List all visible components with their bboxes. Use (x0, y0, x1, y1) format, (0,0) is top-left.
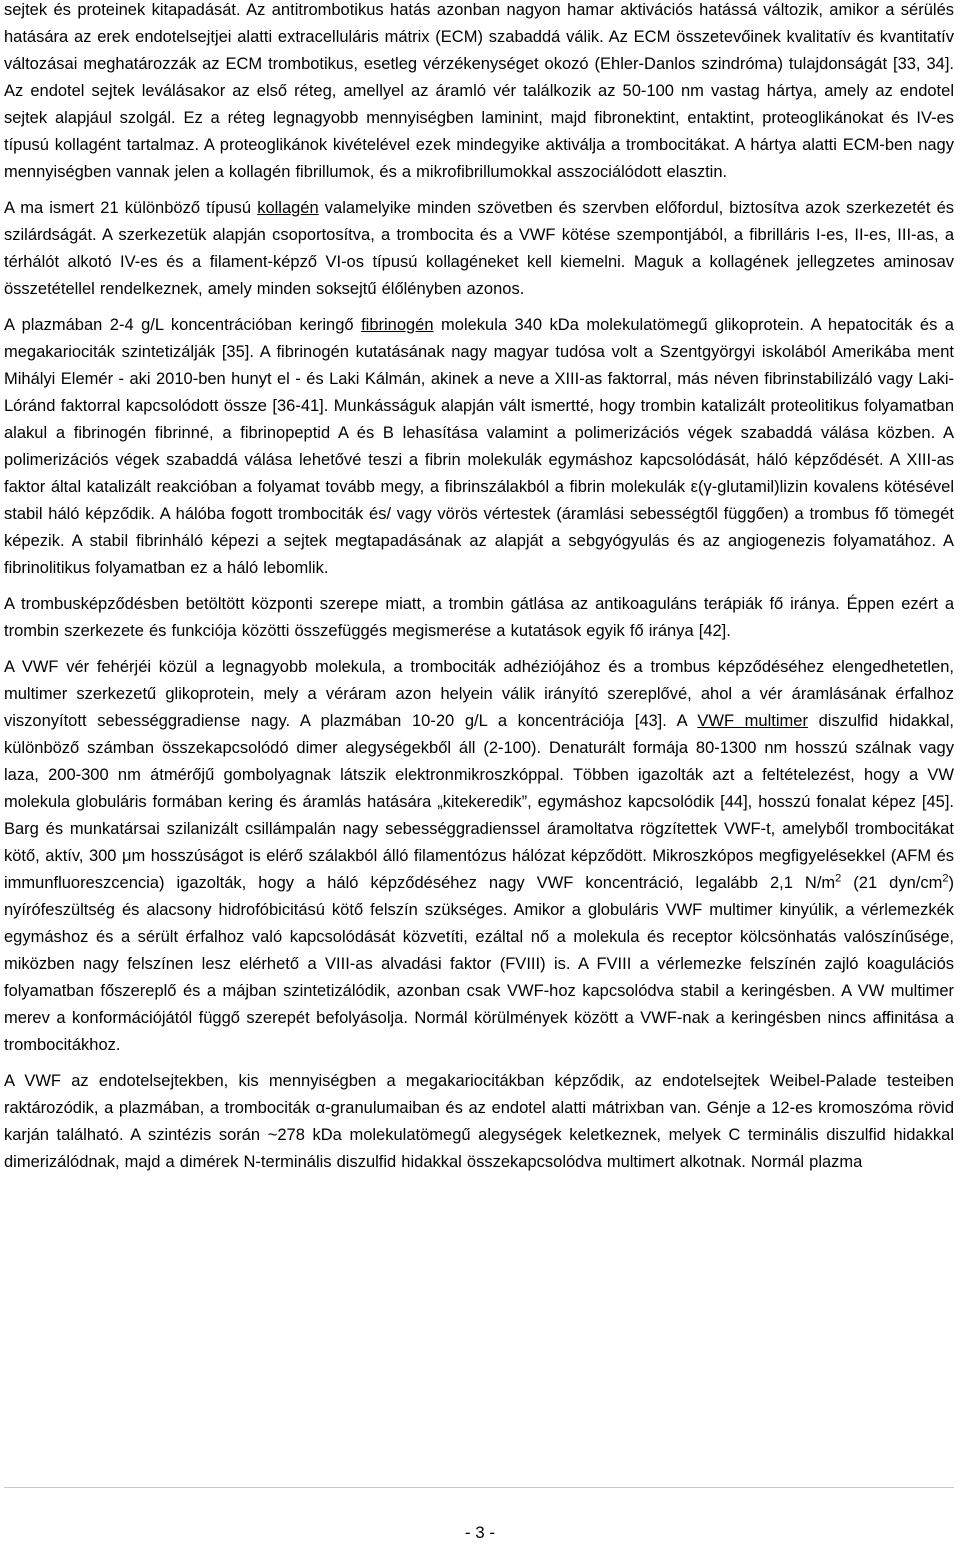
text-run: molekula 340 kDa molekulatömegű glikoprotein. A hepatociták és a megakariociták szintetizálják [35]. A fibrinogén kutatásának nagy magyar tudósa volt a Szentgyörgyi iskolából Amerikába ment Mihályi Elemér - aki 2010-ben hunyt el - és Laki Kálmán, akinek a neve a XIII-as faktorral, más néven fibrinstabilizáló vagy Laki-Lóránd faktorral kapcsolódott össze [36-41]. Munkásságuk alapján vált ismertté, hogy trombin katalizált proteolitikus folyamatban alakul a fibrinogén fibrinné, a fibrinopeptid A és B lehasítása valamint a polimerizációs végek szabaddá válása közben. A polimerizációs végek szabaddá válása lehetővé teszi a fibrin molekulák egymáshoz kapcsolódását, háló képződését. A XIII-as faktor által katalizált reakcióban a folyamat tovább megy, a fibrinszálakból a fibrin molekulák ε(γ-glutamil)lizin kovalens kötésével stabil háló képződik. A hálóba fogott trombociták és/ vagy vörös vértestek (áramlási sebességtől függően) a trombus fő tömegét képezik. A stabil fibrinháló képezi a sejtek megtapadásának az alapját a sebgyógyulás és az angiogenezis folyamatához. A fibrinolitikus folyamatban ez a háló lebomlik. (4, 316, 954, 577)
text-run: A VWF az endotelsejtekben, kis mennyiségben a megakariocitákban képződik, az endotelsejtek Weibel-Palade testeiben raktározódik, a plazmában, a trombociták α-granulumaiban és az endotel alatti mátrixban van. Génje a 12-es kromoszóma rövid karján található. A szintézis során ~278 kDa molekulatömegű alegységek keletkeznek, melyek C terminális diszulfid hidakkal dimerizálódnak, majd a dimérek N-terminális diszulfid hidakkal összekapcsolódva multimert alkotnak. Normál plazma (4, 1072, 954, 1171)
text-run: A ma ismert 21 különböző típusú (4, 199, 258, 217)
paragraph-vwf (4, 654, 954, 1059)
text-run: diszulfid hidakkal, különböző számban összekapcsolódó dimer alegységekből áll (2-100). Denaturált formája 80-1300 nm hosszú szálnak vagy laza, 200-300 nm átmérőjű gombolyagnak látszik elektronmikroszkóppal. Többen igazolták azt a feltételezést, hogy a VW molekula globuláris formában kering és áramlás hatására „kitekeredik”, egymáshoz kapcsolódik [44], hosszú fonalat képez [45]. Barg és munkatársai szilanizált csillámpalán nagy sebességgradienssel áramoltatva rögzítettek VWF-t, amelyből trombocitákat kötő, aktív, 300 μm hosszúságot is elérő szálakból álló filamentózus hálózat képződött. Mikroszkópos megfigyelésekkel (AFM és immunfluoreszcencia) igazolták, hogy a háló képződéséhez nagy VWF koncentráció, legalább 2,1 N/m (4, 712, 954, 892)
superscript: 2 (942, 872, 949, 885)
document-body (4, 0, 954, 1185)
text-run: (21 dyn/cm (841, 874, 943, 892)
underlined-term: kollagén (257, 199, 319, 217)
text-run: valamelyike minden szövetben és szervben előfordul, biztosítva azok szerkezetét és szilárdságát. A szerkezetük alapján csoportosítva, a trombocita és a VWF kötése szempontjából, a fibrilláris I-es, II-es, III-as, a térhálót alkotó IV-es és a filament-képző VI-os típusú kollagéneket kell kiemelni. Maguk a kollagének jellegzetes aminosav összetétellel rendelkeznek, amely minden soksejtű élőlényben azonos. (4, 199, 954, 298)
page-number: - 3 - (464, 1523, 496, 1542)
paragraph-kollagen (4, 195, 954, 303)
text-run: ) nyírófeszültség és alacsony hidrofóbicitású kötő felszín szükséges. Amikor a globuláris VWF multimer kinyúlik, a vérlemezkék egymáshoz és a sérült érfalhoz való kapcsolódását közvetíti, ezáltal nő a molekula és receptor kölcsönhatás valószínűsége, miközben nagy felszínen lesz elérhető a VIII-as alvadási faktor (FVIII) is. A FVIII a vérlemezke felszínén zajló koagulációs folyamatban főszereplő és a májban szintetizálódik, azonban csak VWF-hoz kapcsolódva stabil a keringésben. A VW multimer merev a konformációjától függő szerepét befolyásolja. Normál körülmények között a VWF-nak a keringésben nincs affinitása a trombocitákhoz. (4, 874, 954, 1054)
paragraph-fibrinogen (4, 312, 954, 582)
text-run: sejtek és proteinek kitapadását. Az antitrombotikus hatás azonban nagyon hamar aktivációs hatássá változik, amikor a sérülés hatására az erek endotelsejtjei alatti extracelluláris mátrix (ECM) szabaddá válik. Az ECM összetevőinek kvalitatív és kvantitatív változásai meghatározzák az ECM trombotikus, esetleg vérzékenységet okozó (Ehler-Danlos szindróma) tulajdonságát [33, 34]. Az endotel sejtek leválásakor az első réteg, amellyel az áramló vér találkozik az 50-100 nm vastag hártya, amely az endotel sejtek alapjául szolgál. Ez a réteg legnagyobb mennyiségben laminint, majd fibronektint, entaktint, proteoglikánokat és IV-es típusú kollagént tartalmaz. A proteoglikánok kivételével ezek mindegyike aktiválja a trombocitákat. A hártya alatti ECM-ben nagy mennyiségben vannak jelen a kollagén fibrillumok, és a mikrofibrillumokkal asszociálódott elasztin. (4, 1, 954, 181)
paragraph-vwf-synthesis (4, 1068, 954, 1176)
superscript: 2 (835, 872, 842, 885)
text-run: A plazmában 2-4 g/L koncentrációban keringő (4, 316, 362, 334)
underlined-term: VWF multimer (697, 712, 808, 730)
footer-divider (4, 1487, 954, 1488)
paragraph-ecm (4, 0, 954, 186)
paragraph-trombin (4, 591, 954, 645)
text-run: A VWF vér fehérjéi közül a legnagyobb molekula, a trombociták adhéziójához és a trombus képződéséhez elengedhetetlen, multimer szerkezetű glikoprotein, mely a véráram azon helyein válik irányító szereplővé, ahol a vér áramlásának érfalhoz viszonyított sebességgradiense nagy. A plazmában 10-20 g/L a koncentrációja [43]. A (4, 658, 954, 730)
text-run: A trombusképződésben betöltött központi szerepe miatt, a trombin gátlása az antikoaguláns terápiák fő iránya. Éppen ezért a trombin szerkezete és funkciója közötti összefüggés megismerése a kutatások egyik fő iránya [42]. (4, 595, 954, 640)
underlined-term: fibrinogén (361, 316, 434, 334)
